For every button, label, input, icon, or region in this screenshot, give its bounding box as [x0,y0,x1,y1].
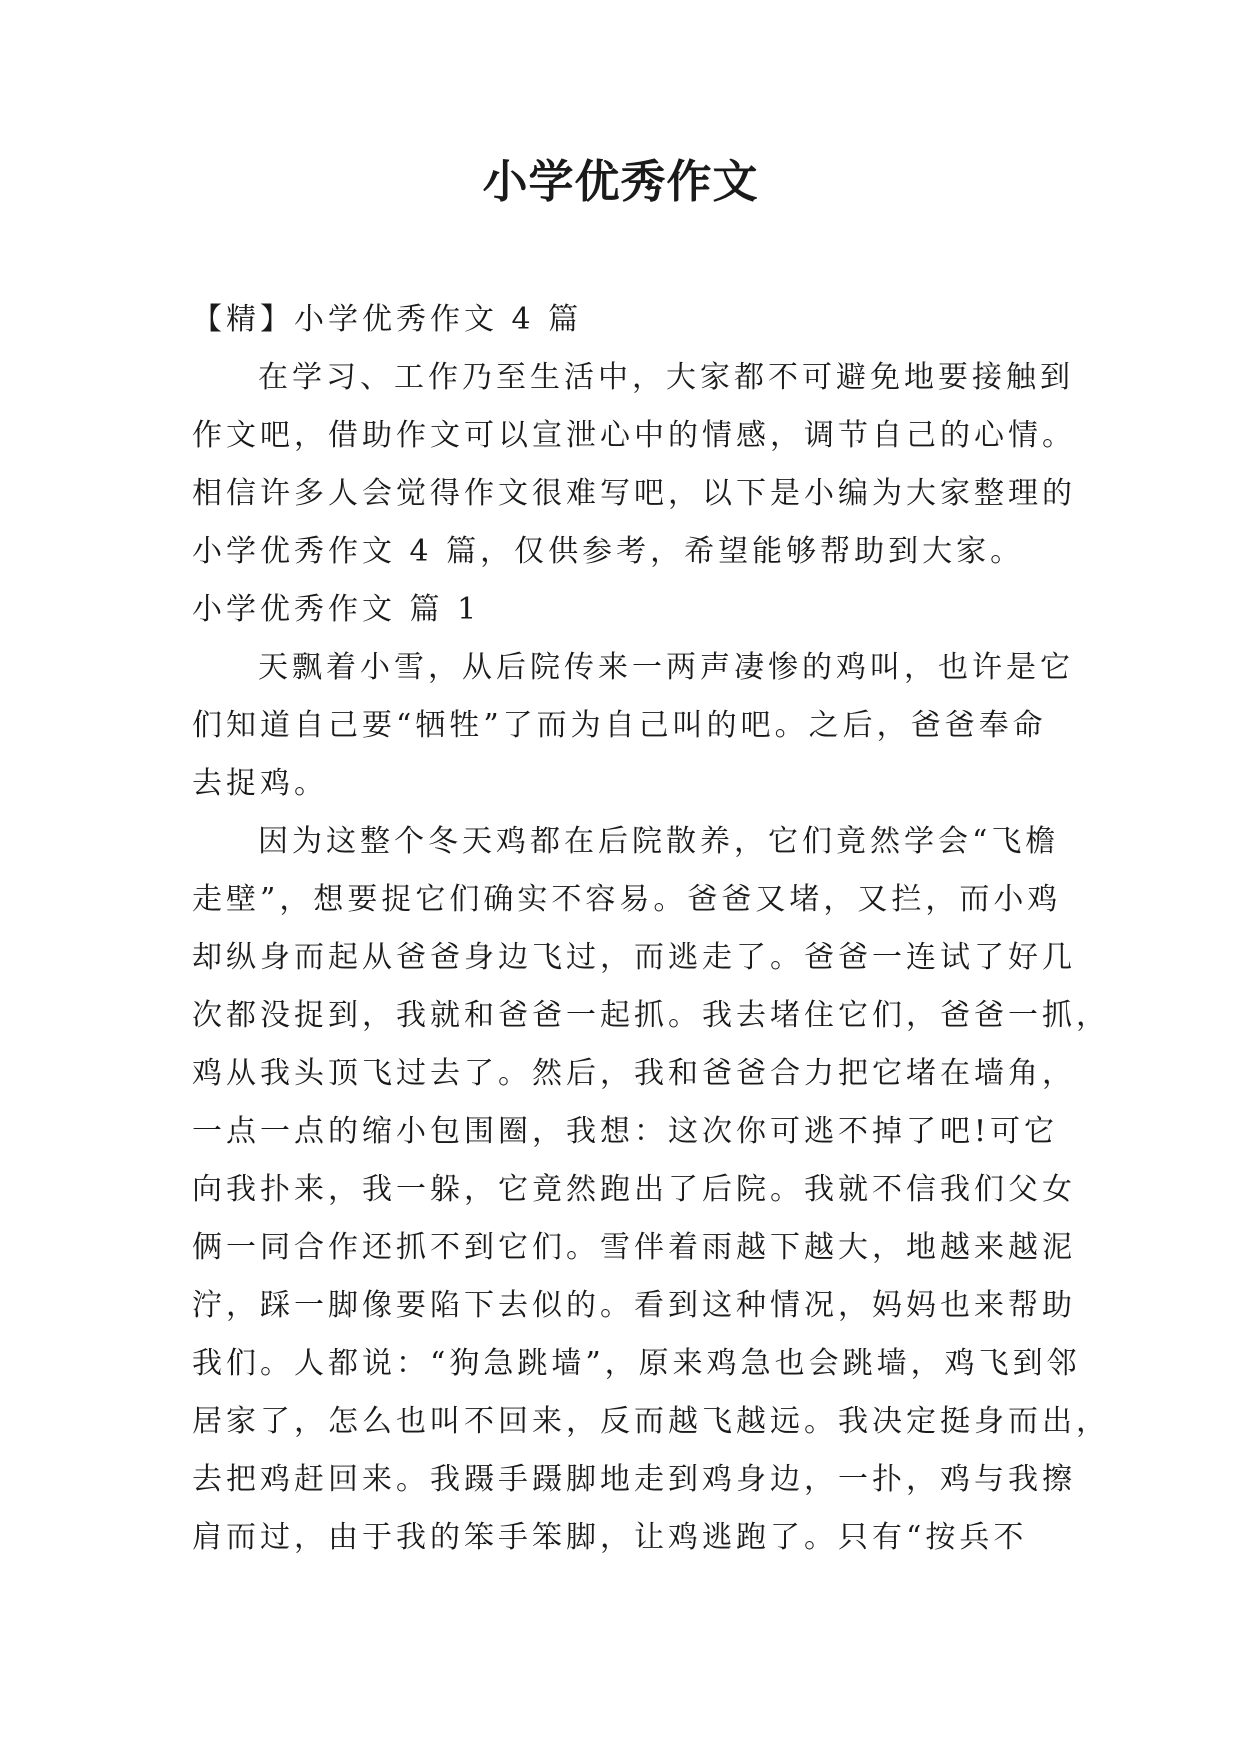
intro-paragraph-line: 作文吧，借助作文可以宣泄心中的情感，调节自己的心情。 [192,418,1076,453]
paragraph-line: 走壁”，想要捉它们确实不容易。爸爸又堵，又拦，而小鸡 [192,882,1062,917]
paragraph-line: 鸡从我头顶飞过去了。然后，我和爸爸合力把它堵在墙角， [192,1056,1076,1091]
intro-paragraph-line: 相信许多人会觉得作文很难写吧，以下是小编为大家整理的 [192,476,1076,511]
paragraph-line: 俩一同合作还抓不到它们。雪伴着雨越下越大，地越来越泥 [192,1230,1076,1265]
paragraph-line: 我们。人都说：“狗急跳墙”，原来鸡急也会跳墙，鸡飞到邻 [192,1346,1081,1381]
paragraph-line: 次都没捉到，我就和爸爸一起抓。我去堵住它们，爸爸一抓， [192,998,1110,1033]
intro-paragraph-line: 在学习、工作乃至生活中，大家都不可避免地要接触到 [258,360,1074,395]
paragraph-line: 一点一点的缩小包围圈，我想：这次你可逃不掉了吧!可它 [192,1114,1059,1149]
paragraph-line: 泞，踩一脚像要陷下去似的。看到这种情况，妈妈也来帮助 [192,1288,1076,1323]
subtitle-line: 【精】小学优秀作文 4 篇 [192,302,583,337]
paragraph-line: 因为这整个冬天鸡都在后院散养，它们竟然学会“飞檐 [258,824,1060,859]
paragraph-line: 天飘着小雪，从后院传来一两声凄惨的鸡叫，也许是它 [258,650,1074,685]
intro-paragraph-line: 小学优秀作文 4 篇，仅供参考，希望能够帮助到大家。 [192,534,1025,569]
paragraph-line: 居家了，怎么也叫不回来，反而越飞越远。我决定挺身而出， [192,1404,1110,1439]
paragraph-line: 肩而过，由于我的笨手笨脚，让鸡逃跑了。只有“按兵不 [192,1520,1028,1555]
paragraph-line: 向我扑来，我一躲，它竟然跑出了后院。我就不信我们父女 [192,1172,1076,1207]
document-body [192,291,1110,1567]
paragraph-line: 却纵身而起从爸爸身边飞过，而逃走了。爸爸一连试了好几 [192,940,1076,975]
paragraph-line: 去捉鸡。 [192,766,328,801]
section-heading: 小学优秀作文 篇 1 [192,592,481,627]
paragraph-line: 去把鸡赶回来。我蹑手蹑脚地走到鸡身边，一扑，鸡与我擦 [192,1462,1076,1497]
paragraph-line: 们知道自己要“牺牲”了而为自己叫的吧。之后，爸爸奉命 [192,708,1047,743]
document-title: 小学优秀作文 [482,155,759,208]
